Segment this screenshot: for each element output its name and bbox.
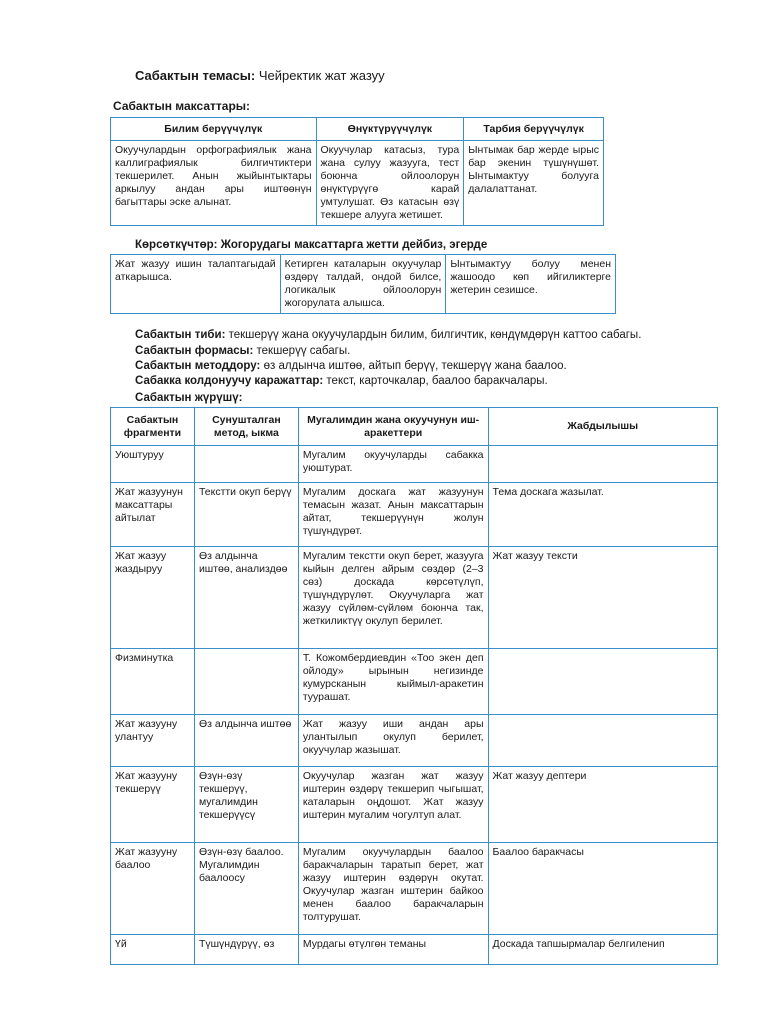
plan-cell: Өзүн-өзү баалоо. Мугалимдин баалоосу — [194, 843, 298, 935]
info-value: текшерүү жана окуучулардын билим, билгичтик, көндүмдөрүн каттоо сабагы. — [228, 329, 642, 341]
info-label: Сабакка колдонуучу каражаттар: — [135, 375, 324, 387]
plan-cell: Тема доскага жазылат. — [488, 483, 717, 547]
plan-cell: Жат жазууну баалоо — [111, 843, 195, 935]
plan-cell: Өз алдынча иштөө — [194, 715, 298, 767]
info-label: Сабактын формасы: — [135, 345, 254, 357]
lesson-topic — [135, 69, 385, 82]
lesson-plan-table — [110, 407, 718, 965]
plan-cell: Жат жазууну улантуу — [111, 715, 195, 767]
plan-cell: Жат жазуу тексти — [488, 547, 717, 649]
info-value: текст, карточкалар, баалоо баракчалары. — [326, 375, 548, 387]
topic-label: Сабактын темасы: — [135, 68, 256, 83]
plan-header-cell: Сунушталган метод, ыкма — [194, 408, 298, 446]
goals-header-row — [111, 118, 604, 141]
goals-cell: Окуучулар катасыз, тура жана сулуу жазууга, тест боюнча ойлоолорун өнүктүрүүгө карай умтулушат. Өз катасын өзү текшере алууга жетишет. — [316, 141, 464, 226]
info-label: Сабактын тиби: — [135, 329, 226, 341]
goals-table — [110, 117, 604, 226]
plan-header-cell: Жабдылышы — [488, 408, 717, 446]
indicators-table — [110, 254, 616, 314]
plan-cell: Мугалим окуучуларды сабакка уюштурат. — [298, 446, 488, 483]
indicators-row — [111, 255, 616, 314]
plan-row — [111, 767, 718, 843]
plan-header-cell: Мугалимдин жана окуучунун иш-аракеттери — [298, 408, 488, 446]
plan-cell: Текстти окуп берүү — [194, 483, 298, 547]
plan-header-row — [111, 408, 718, 446]
plan-row — [111, 547, 718, 649]
plan-cell — [194, 446, 298, 483]
plan-row — [111, 649, 718, 715]
plan-cell: Үй — [111, 935, 195, 965]
info-value: текшерүү сабагы. — [256, 345, 351, 357]
info-label: Сабактын жүрүшү: — [135, 392, 243, 404]
goals-header-cell: Билим берүүчүлүк — [111, 118, 317, 141]
indicator-cell: Ынтымактуу болуу менен жашоодо көп ийгиликтерге жетерин сезишсе. — [446, 255, 616, 314]
plan-cell: Физминутка — [111, 649, 195, 715]
plan-cell: Уюштуруу — [111, 446, 195, 483]
plan-row — [111, 446, 718, 483]
goals-heading: Сабактын максаттары: — [113, 99, 251, 113]
plan-cell — [488, 715, 717, 767]
plan-row — [111, 483, 718, 547]
plan-cell: Жат жазуу жаздыруу — [111, 547, 195, 649]
goals-header-cell: Өнүктүрүүчүлүк — [316, 118, 464, 141]
goals-cell: Окуучулардын орфографиялык жана каллиграфиялык билгичтиктери текшерилет. Анын жыйынтыктары аркылуу андан ары иштөөнүн багыттары эске алынат. — [111, 141, 317, 226]
plan-cell: Өзүн-өзү текшерүү, мугалимдин текшерүүсү — [194, 767, 298, 843]
plan-row — [111, 843, 718, 935]
plan-cell: Баалоо баракчасы — [488, 843, 717, 935]
info-value: өз алдынча иштөө, айтып берүү, текшерүү жана баалоо. — [263, 360, 567, 372]
plan-cell: Түшүндүрүү, өз — [194, 935, 298, 965]
plan-cell: Т. Кожомбердиевдин «Тоо экен деп ойлоду» ырынын негизинде кумурсканын кыймыл-аракетин туурашат. — [298, 649, 488, 715]
plan-cell — [488, 649, 717, 715]
goals-cell: Ынтымак бар жерде ырыс бар экенин түшүнүшөт. Ынтымактуу болууга далалаттанат. — [464, 141, 604, 226]
lesson-materials — [135, 375, 548, 388]
plan-cell: Жат жазуу иши андан ары улантылып окулуп берилет, окуучулар жазышат. — [298, 715, 488, 767]
lesson-course — [135, 392, 242, 405]
plan-cell: Өз алдынча иштөө, анализдөө — [194, 547, 298, 649]
goals-row — [111, 141, 604, 226]
indicator-cell: Кетирген каталарын окуучулар өздөрү талдай, ондой билсе, логикалык ойлоолорун жогорулата алышса. — [280, 255, 446, 314]
plan-cell: Жат жазуунун максаттары айтылат — [111, 483, 195, 547]
plan-cell: Мурдагы өтүлгөн теманы — [298, 935, 488, 965]
topic-value: Чейректик жат жазуу — [258, 68, 385, 83]
lesson-type — [135, 329, 641, 342]
plan-cell: Жат жазуу дептери — [488, 767, 717, 843]
plan-cell: Доскада тапшырмалар белгиленип — [488, 935, 717, 965]
indicator-cell: Жат жазуу ишин талаптагыдай аткарышса. — [111, 255, 281, 314]
info-label: Сабактын методдору: — [135, 360, 261, 372]
lesson-methods — [135, 360, 567, 373]
lesson-form — [135, 345, 350, 358]
plan-cell: Мугалим текстти окуп берет, жазууга кыйын делген айрым сөздөр (2–3 сөз) доскада көрсөтүлүп, түшүндүрүлөт. Окуучуларга жат жазуу сүйлөм-сүйлөм боюнча так, жеткиликтүү окулуп берилет. — [298, 547, 488, 649]
plan-row — [111, 935, 718, 965]
plan-cell: Мугалим окуучулардын баалоо баракчаларын таратып берет, жат жазуу иштерин өздөрүн окутат. Окуучулар жазган иштерин байкоо менен баалоо баракчаларын толтурушат. — [298, 843, 488, 935]
plan-cell: Окуучулар жазган жат жазуу иштерин өздөрү текшерип чыгышат, каталарын оңдошот. Жат жазуу иштерин мугалим чогултуп алат. — [298, 767, 488, 843]
plan-cell — [488, 446, 717, 483]
indicators-heading: Көрсөткүчтөр: Жогорудагы максаттарга жетти дейбиз, эгерде — [135, 239, 488, 251]
plan-cell: Жат жазууну текшерүү — [111, 767, 195, 843]
plan-cell — [194, 649, 298, 715]
plan-cell: Мугалим доскага жат жазуунун темасын жазат. Анын максаттарын айтат, текшерүүнүн жолун түшүндүрөт. — [298, 483, 488, 547]
plan-header-cell: Сабактын фрагменти — [111, 408, 195, 446]
goals-header-cell: Тарбия берүүчүлүк — [464, 118, 604, 141]
plan-row — [111, 715, 718, 767]
